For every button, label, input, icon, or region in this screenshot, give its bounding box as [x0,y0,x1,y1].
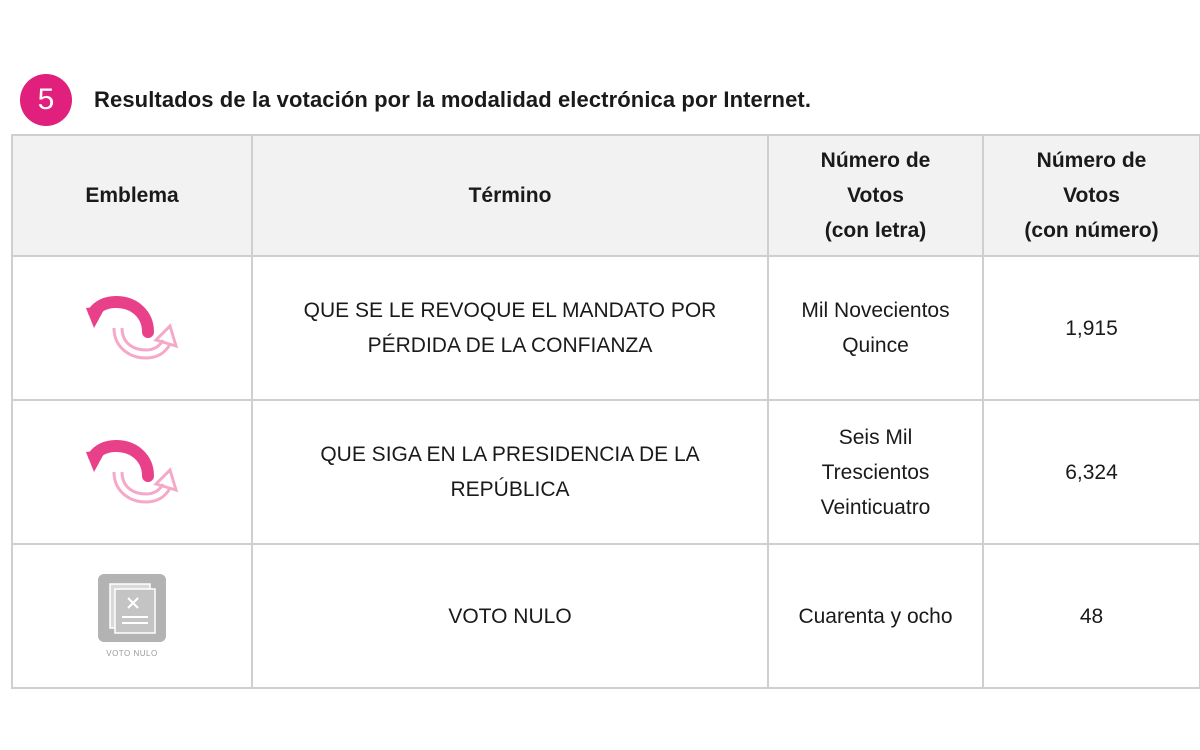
votos-letra-line-3: Veinticuatro [820,495,931,519]
termino-cell [252,544,768,688]
termino-cell [252,400,768,544]
header-votos-numero-line-1: Número de [1036,149,1147,172]
header-votos-letra-line-2: Votos [847,184,904,207]
table-row [12,256,1200,400]
votos-letra-line-2: Quince [842,334,909,357]
header-emblema-label: Emblema [85,184,179,207]
results-table [11,134,1200,689]
section-number-badge: 5 [20,74,72,126]
termino-line-1: QUE SE LE REVOQUE EL MANDATO POR [303,299,717,322]
revocation-arrows-icon [84,288,180,368]
null-ballot-caption: VOTO NULO [106,649,158,658]
header-termino [252,135,768,256]
section-header [20,74,811,126]
votos-letra-line-1: Seis Mil [838,425,913,449]
votos-numero-cell: 6,324 [983,400,1200,544]
votos-letra-line-2: Trescientos [821,460,930,484]
termino-cell [252,256,768,400]
votos-letra-cell [768,256,983,400]
votos-letra-line-1: Cuarenta y ocho [798,604,953,628]
revocation-arrows-icon [84,432,180,512]
termino-line-1: VOTO NULO [448,604,572,628]
header-votos-numero-line-2: Votos [1063,184,1120,207]
termino-line-2: PÉRDIDA DE LA CONFIANZA [367,334,653,357]
table-row [12,400,1200,544]
votos-numero-cell: 1,915 [983,256,1200,400]
votos-numero-cell: 48 [983,544,1200,688]
emblem-cell [12,256,252,400]
null-ballot-icon [97,573,167,643]
emblem-cell [12,400,252,544]
votos-letra-line-1: Mil Novecientos [801,299,950,322]
table-row [12,544,1200,688]
header-votos-numero-line-3: (con número) [1024,219,1159,242]
votos-letra-cell [768,400,983,544]
votos-letra-cell [768,544,983,688]
section-title: Resultados de la votación por la modalidad electrónica por Internet. [94,87,812,112]
header-votos-letra-line-3: (con letra) [824,219,927,242]
header-votos-numero [983,135,1200,256]
header-emblema [12,135,252,256]
header-votos-letra-line-1: Número de [820,149,931,172]
emblem-cell [12,544,252,688]
table-header-row [12,135,1200,256]
termino-line-1: QUE SIGA EN LA PRESIDENCIA DE LA [320,443,700,466]
termino-line-2: REPÚBLICA [450,478,570,501]
header-votos-letra [768,135,983,256]
header-termino-label: Término [468,184,552,207]
